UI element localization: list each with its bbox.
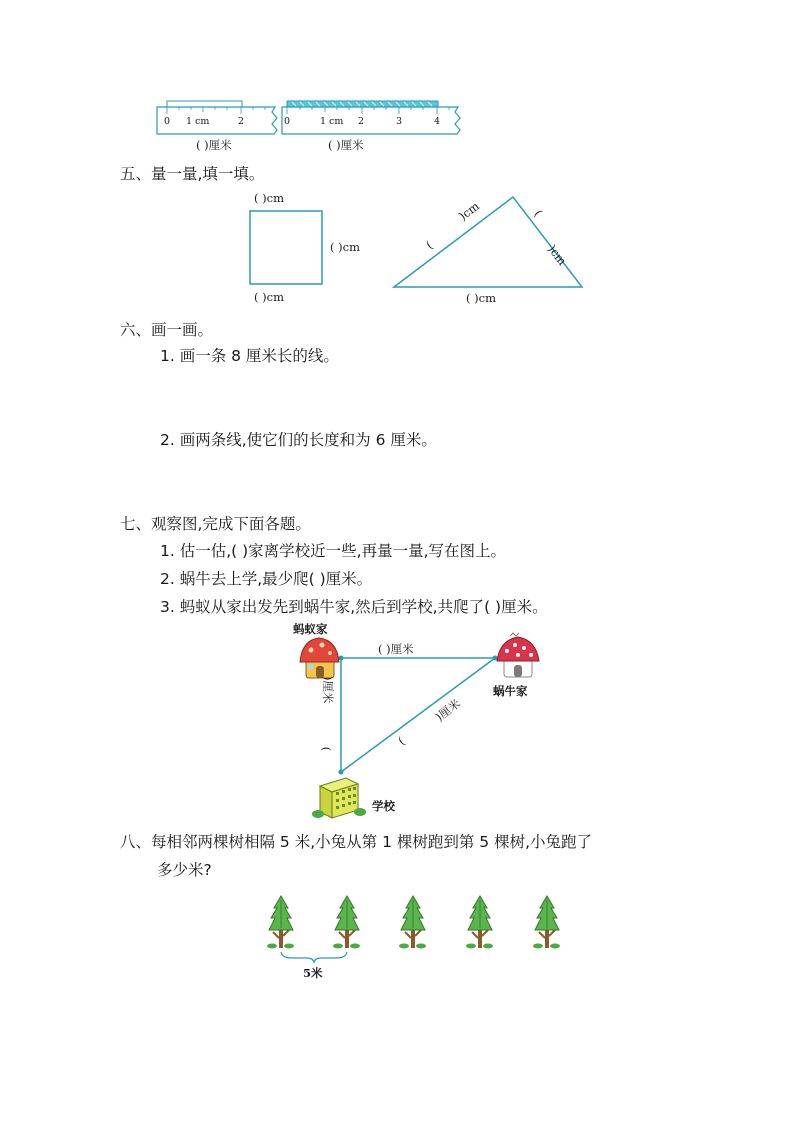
ant-school-distance-open: ( [319, 746, 334, 752]
section-7-question-2: 2. 蜗牛去上学,最少爬( )厘米。 [160, 570, 373, 588]
ruler-2-caption: ( )厘米 [328, 138, 364, 152]
section-6-question-2: 2. 画两条线,使它们的长度和为 6 厘米。 [160, 431, 437, 449]
tree-5 [533, 896, 560, 949]
square-top-blank: ( )cm [254, 191, 284, 205]
ruler-1-tick-0: 0 [164, 116, 171, 127]
school-label: 学校 [372, 799, 395, 813]
section-8-line-1: 八、每相邻两棵树相隔 5 米,小兔从第 1 棵树跑到第 5 棵树,小兔跑了 [120, 833, 593, 851]
tree-distance-label: 5米 [303, 966, 323, 980]
square-bottom-blank: ( )cm [254, 290, 284, 304]
snail-school-distance-open: ( [395, 734, 408, 748]
ant-school-distance-blank: )厘米 [321, 676, 335, 704]
triangle-left-open: ( [423, 238, 436, 252]
section-6-question-1: 1. 画一条 8 厘米长的线。 [160, 347, 339, 365]
triangle-right-blank: )cm [544, 242, 570, 268]
ruler-2-tick-3: 3 [396, 116, 403, 127]
ruler-1-tick-2: 2 [238, 116, 245, 127]
section-8-line-2: 多少米? [157, 861, 212, 879]
triangle-left-blank: )cm [456, 198, 482, 224]
section-6-title: 六、画一画。 [120, 321, 214, 339]
tree-distance-brace [281, 952, 347, 963]
triangle-right-open: ( [531, 206, 546, 220]
ruler-2-tick-4: 4 [434, 116, 441, 127]
section-7-question-1: 1. 估一估,( )家离学校近一些,再量一量,写在图上。 [160, 542, 507, 560]
tree-2 [333, 896, 360, 949]
snail-school-distance-blank: )厘米 [432, 696, 463, 724]
tree-4 [466, 896, 493, 949]
ruler-2-tick-1: 1 cm [320, 116, 344, 127]
ruler-1-tick-1: 1 cm [186, 116, 210, 127]
section-7-title: 七、观察图,完成下面各题。 [120, 515, 311, 533]
triangle-bottom-blank: ( )cm [466, 291, 496, 305]
ruler-2-tick-2: 2 [358, 116, 365, 127]
ant-snail-distance-blank: ( )厘米 [378, 642, 414, 656]
section-7-question-3: 3. 蚂蚁从家出发先到蜗牛家,然后到学校,共爬了( )厘米。 [160, 598, 548, 616]
snail-home-label: 蜗牛家 [493, 684, 528, 698]
ruler-1-caption: ( )厘米 [196, 138, 232, 152]
tree-1 [267, 896, 294, 949]
section-5-title: 五、量一量,填一填。 [120, 165, 265, 183]
ruler-2-tick-0: 0 [284, 116, 291, 127]
square-right-blank: ( )cm [330, 240, 360, 254]
tree-3 [399, 896, 426, 949]
ant-home-label: 蚂蚁家 [293, 622, 328, 636]
